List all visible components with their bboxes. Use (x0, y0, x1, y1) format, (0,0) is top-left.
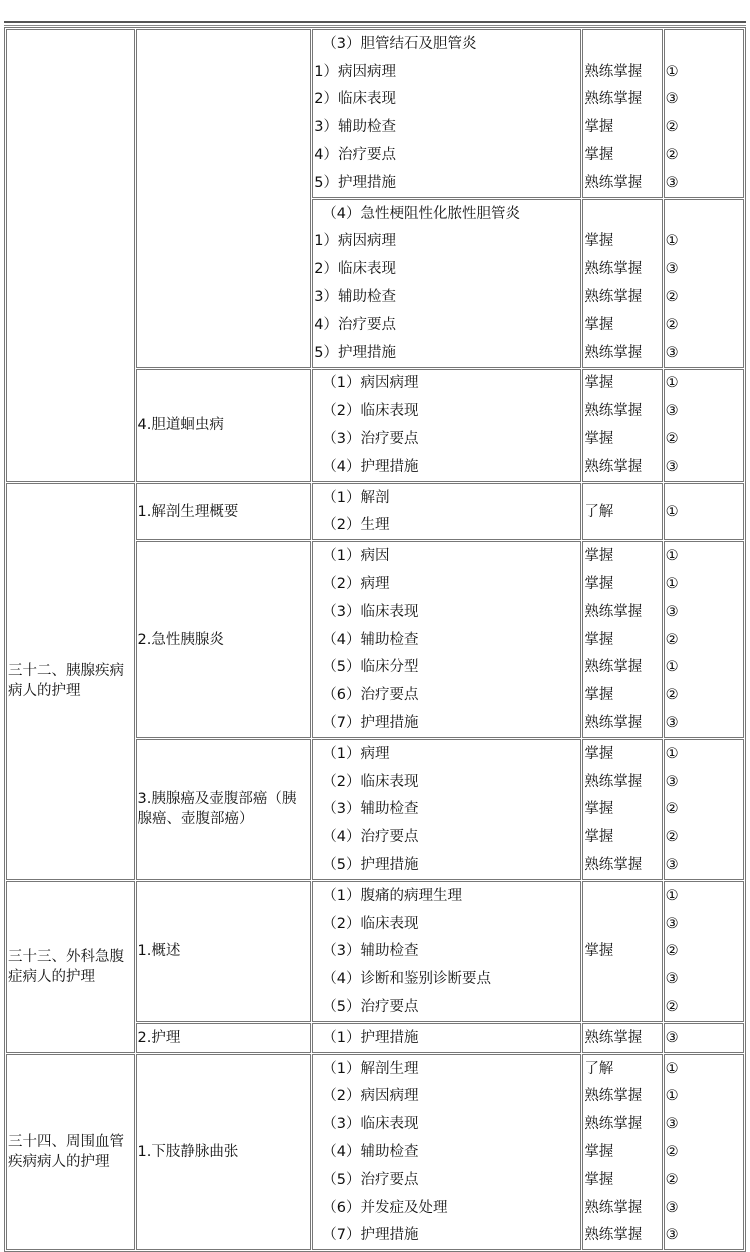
level-item: 掌握 (584, 1171, 614, 1188)
list-item: （2）生理 (322, 517, 390, 534)
chapter-cell (6, 1054, 135, 1251)
mark-item: ③ (665, 971, 679, 988)
mark-item: ③ (665, 1029, 679, 1046)
topics-cell (312, 29, 581, 198)
level-item: 熟练掌握 (584, 403, 643, 420)
list-item: 5）护理措施 (314, 344, 396, 361)
level-cell (582, 1023, 662, 1053)
level-item: 掌握 (584, 576, 614, 593)
mark-item: ① (665, 887, 679, 904)
mark-item: ③ (665, 915, 679, 932)
level-cell (582, 739, 662, 880)
level-cell (582, 483, 662, 541)
chapter-text: 三十二、胰腺疾病病人的护理 (8, 663, 124, 700)
level-item: 熟练掌握 (584, 261, 643, 278)
level-item: 熟练掌握 (584, 659, 643, 676)
level-item: 熟练掌握 (584, 458, 643, 475)
level-cell (582, 1054, 662, 1251)
level-cell (582, 881, 662, 1022)
top-rule-secondary (4, 25, 746, 26)
section-text: 3.胰腺癌及壶腹部癌（胰腺癌、壶腹部癌） (137, 791, 297, 828)
mark-item: ② (665, 1171, 679, 1188)
mark-item: ① (665, 233, 679, 250)
level-item: 了解 (584, 1060, 614, 1077)
level-item: 掌握 (584, 943, 614, 960)
mark-item: ③ (665, 174, 679, 191)
level-item: 熟练掌握 (584, 603, 643, 620)
chapter-cell (6, 881, 135, 1053)
mark-item: ② (665, 431, 679, 448)
level-item: 了解 (584, 503, 614, 520)
topics-cell (312, 483, 581, 541)
list-item: （2）临床表现 (322, 915, 419, 932)
level-item: 掌握 (584, 745, 614, 762)
level-item: 熟练掌握 (584, 773, 643, 790)
mark-item: ② (665, 631, 679, 648)
section-cell (136, 541, 312, 738)
list-item: 3）辅助检查 (314, 289, 396, 306)
level-item: 熟练掌握 (584, 715, 643, 732)
mark-cell (664, 541, 744, 738)
list-item: （1）病理 (322, 745, 390, 762)
level-item: 掌握 (584, 375, 614, 392)
list-item: （6）治疗要点 (322, 687, 419, 704)
section-cell (136, 1054, 312, 1251)
section-text: 1.解剖生理概要 (137, 503, 239, 520)
topics-cell (312, 739, 581, 880)
level-item: 掌握 (584, 687, 614, 704)
section-cell (136, 29, 312, 368)
list-item: （5）临床分型 (322, 659, 419, 676)
list-item: （4）急性梗阻性化脓性胆管炎 (322, 205, 520, 222)
topics-cell (312, 1054, 581, 1251)
level-item: 熟练掌握 (584, 1227, 643, 1244)
level-item: 掌握 (584, 316, 614, 333)
mark-cell (664, 199, 744, 368)
list-item: （7）护理措施 (322, 715, 419, 732)
mark-item: ③ (665, 91, 679, 108)
mark-item: ① (665, 63, 679, 80)
mark-cell (664, 739, 744, 880)
mark-item: ③ (665, 773, 679, 790)
mark-item: ① (665, 375, 679, 392)
list-item: （1）解剖 (322, 489, 390, 506)
mark-item: ③ (665, 458, 679, 475)
mark-item: ② (665, 998, 679, 1015)
mark-item: ③ (665, 857, 679, 873)
list-item: （3）临床表现 (322, 603, 419, 620)
mark-item: ② (665, 289, 679, 306)
level-item: 掌握 (584, 233, 614, 250)
level-item: 掌握 (584, 1143, 614, 1160)
table-row (6, 29, 744, 198)
level-item: 熟练掌握 (584, 63, 643, 80)
list-item: 3）辅助检查 (314, 119, 396, 136)
topics-cell (312, 369, 581, 482)
table-row (6, 1054, 744, 1251)
mark-item: ① (665, 1060, 679, 1077)
top-rule (4, 21, 746, 23)
mark-item: ① (665, 659, 679, 676)
level-item: 熟练掌握 (584, 857, 643, 873)
section-cell (136, 881, 312, 1022)
level-item: 掌握 (584, 548, 614, 565)
level-cell (582, 199, 662, 368)
mark-item: ② (665, 943, 679, 960)
mark-item: ③ (665, 1199, 679, 1216)
mark-item: ① (665, 576, 679, 593)
mark-item: ② (665, 687, 679, 704)
mark-item: ③ (665, 1227, 679, 1244)
mark-item: ① (665, 548, 679, 565)
section-text: 2.急性胰腺炎 (137, 631, 224, 648)
level-item: 熟练掌握 (584, 174, 643, 191)
mark-item: ③ (665, 1116, 679, 1133)
level-item: 掌握 (584, 119, 614, 136)
list-item: 1）病因病理 (314, 63, 396, 80)
section-cell (136, 739, 312, 880)
mark-cell (664, 1054, 744, 1251)
list-item: （2）临床表现 (322, 773, 419, 790)
list-item: 4）治疗要点 (314, 316, 396, 333)
chapter-text: 三十四、周围血管疾病病人的护理 (8, 1133, 124, 1170)
list-item: （5）护理措施 (322, 857, 419, 873)
section-text: 1.下肢静脉曲张 (137, 1143, 239, 1160)
level-item: 熟练掌握 (584, 344, 643, 361)
section-text: 4.胆道蛔虫病 (137, 417, 224, 434)
level-item: 熟练掌握 (584, 1029, 643, 1046)
mark-item: ② (665, 147, 679, 164)
level-item (584, 200, 660, 228)
list-item: （1）解剖生理 (322, 1060, 419, 1077)
list-item: （7）护理措施 (322, 1227, 419, 1244)
mark-item: ② (665, 1143, 679, 1160)
level-cell (582, 369, 662, 482)
level-item: 掌握 (584, 801, 614, 818)
mark-item: ① (665, 503, 679, 520)
mark-item: ② (665, 119, 679, 136)
level-item: 熟练掌握 (584, 1088, 643, 1105)
level-item: 熟练掌握 (584, 1199, 643, 1216)
topics-cell (312, 199, 581, 368)
list-item: （4）辅助检查 (322, 1143, 419, 1160)
topics-cell (312, 541, 581, 738)
list-item: （4）护理措施 (322, 458, 419, 475)
chapter-cell (6, 483, 135, 880)
list-item: （4）辅助检查 (322, 631, 419, 648)
mark-item: ③ (665, 715, 679, 732)
topics-cell (312, 881, 581, 1022)
list-item: （1）病因病理 (322, 375, 419, 392)
level-item: 掌握 (584, 147, 614, 164)
list-item: （5）治疗要点 (322, 998, 419, 1015)
list-item: （3）辅助检查 (322, 943, 419, 960)
section-cell (136, 483, 312, 541)
mark-item (666, 30, 742, 58)
mark-item: ② (665, 829, 679, 846)
list-item: （2）病因病理 (322, 1088, 419, 1105)
mark-item (666, 200, 742, 228)
mark-item: ③ (665, 403, 679, 420)
level-item: 熟练掌握 (584, 1116, 643, 1133)
chapter-text: 三十三、外科急腹症病人的护理 (8, 948, 124, 985)
level-cell (582, 541, 662, 738)
mark-item: ③ (665, 603, 679, 620)
table-row (6, 881, 744, 1022)
mark-item: ① (665, 745, 679, 762)
list-item: （3）胆管结石及胆管炎 (322, 35, 477, 52)
section-cell (136, 369, 312, 482)
mark-item: ③ (665, 344, 679, 361)
list-item: 1）病因病理 (314, 233, 396, 250)
mark-item: ② (665, 801, 679, 818)
mark-cell (664, 483, 744, 541)
list-item: 4）治疗要点 (314, 147, 396, 164)
section-cell (136, 1023, 312, 1053)
list-item: （3）治疗要点 (322, 431, 419, 448)
list-item: （3）辅助检查 (322, 801, 419, 818)
list-item: （2）病理 (322, 576, 390, 593)
level-item: 熟练掌握 (584, 91, 643, 108)
level-item (584, 30, 660, 58)
level-item: 熟练掌握 (584, 289, 643, 306)
list-item: （4）治疗要点 (322, 829, 419, 846)
mark-cell (664, 881, 744, 1022)
level-cell (582, 29, 662, 198)
level-item: 掌握 (584, 829, 614, 846)
list-item: （1）病因 (322, 548, 390, 565)
list-item: （2）临床表现 (322, 403, 419, 420)
mark-cell (664, 1023, 744, 1053)
table-row (6, 483, 744, 541)
list-item: （5）治疗要点 (322, 1171, 419, 1188)
mark-item: ③ (665, 261, 679, 278)
mark-cell (664, 369, 744, 482)
list-item: 2）临床表现 (314, 91, 396, 108)
chapter-cell (6, 29, 135, 482)
list-item: （6）并发症及处理 (322, 1199, 448, 1216)
list-item: 2）临床表现 (314, 261, 396, 278)
level-item: 掌握 (584, 431, 614, 448)
syllabus-table (4, 27, 746, 1252)
list-item: （1）腹痛的病理生理 (322, 887, 462, 904)
section-text: 2.护理 (137, 1029, 181, 1046)
level-item: 掌握 (584, 631, 614, 648)
list-item: （3）临床表现 (322, 1116, 419, 1133)
section-text: 1.概述 (137, 943, 181, 960)
mark-item: ② (665, 316, 679, 333)
list-item: （1）护理措施 (322, 1029, 419, 1046)
list-item: 5）护理措施 (314, 174, 396, 191)
mark-cell (664, 29, 744, 198)
mark-item: ① (665, 1088, 679, 1105)
list-item: （4）诊断和鉴别诊断要点 (322, 971, 491, 988)
topics-cell (312, 1023, 581, 1053)
